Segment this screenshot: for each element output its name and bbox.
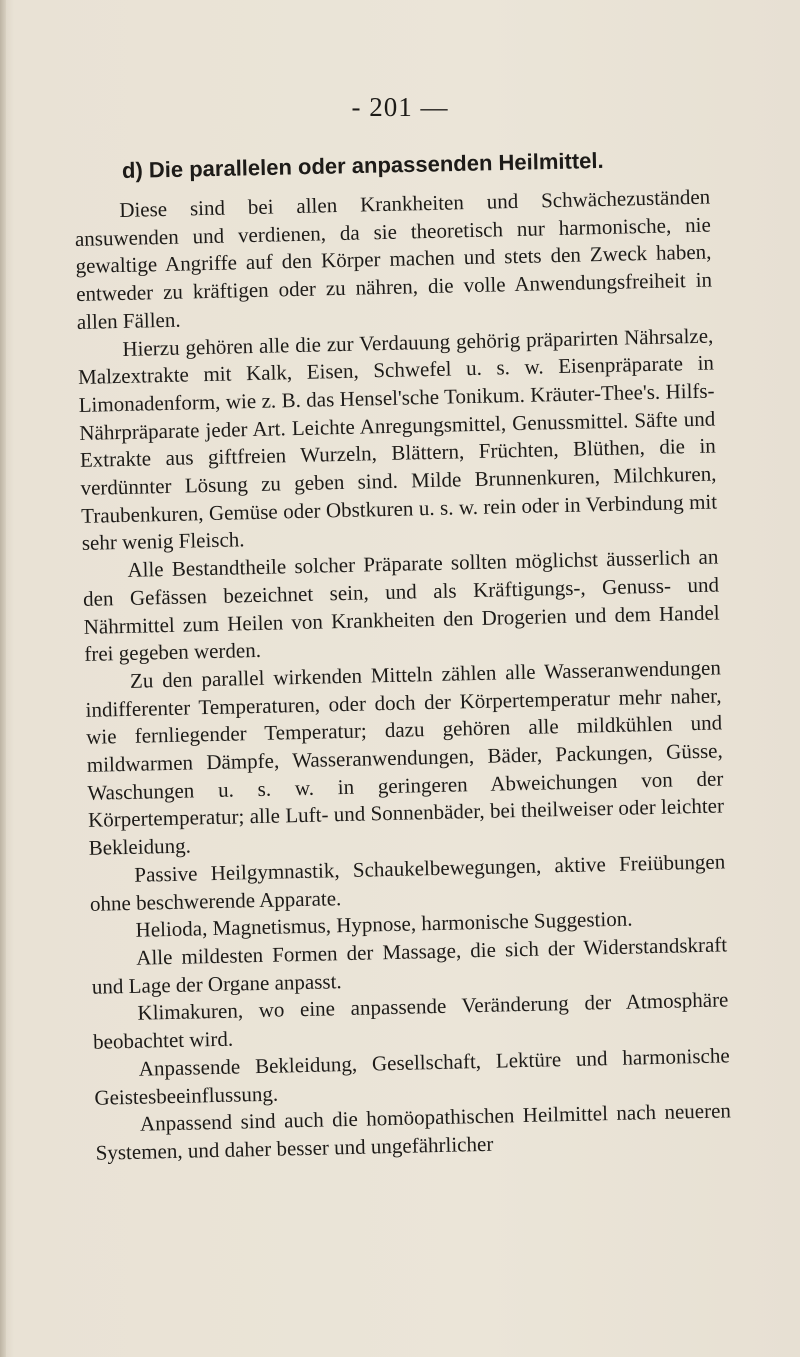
paragraph: Anpassend sind auch die homöopathischen Heilmittel nach neueren Systemen, und daher besser und ungefährlicher bbox=[95, 1098, 732, 1165]
paragraph: Alle mildesten Formen der Massage, die sich der Widerstandskraft und Lage der Organe anpasst. bbox=[91, 932, 728, 999]
paragraph: Zu den parallel wirkenden Mitteln zählen alle Wasseranwendungen indifferenter Temperaturen, oder doch der Körpertemperatur mehr naher, wie fernliegender Temperatur; dazu gehören alle mildkühlen und mildwarmen Dämpfe, Wasseranwendungen, Bäder, Packungen, Güsse, Waschungen u. s. w. in geringeren Abweichungen von der Körpertemperatur; alle Luft- und Sonnenbäder, bei theilweiser oder leichter Bekleidung. bbox=[85, 655, 725, 861]
page-edge bbox=[0, 0, 6, 1357]
section-heading: d) Die parallelen oder anpassenden Heilmittel. bbox=[121, 147, 604, 183]
body-text bbox=[74, 184, 732, 1168]
paragraph: Helioda, Magnetismus, Hypnose, harmonische Suggestion. bbox=[135, 906, 633, 943]
paragraph: Diese sind bei allen Krankheiten und Schwächezuständen ansuwenden und verdienen, da sie theoretisch nur harmonische, nie gewaltige Angriffe auf den Körper machen und stets den Zweck haben, entweder zu kräftigen oder zu nähren, die volle Anwendungsfreiheit in allen Fällen. bbox=[74, 184, 713, 334]
page-number: - 201 — bbox=[351, 92, 449, 122]
paragraph: Alle Bestandtheile solcher Präparate sollten möglichst äusserlich an den Gefässen bezeichnet sein, und als Kräftigungs-, Genuss- und Nährmittel zum Heilen von Krankheiten den Drogerien und dem Handel frei gegeben werden. bbox=[82, 544, 720, 667]
paragraph: Passive Heilgymnastik, Schaukelbewegungen, aktive Freiübungen ohne beschwerende Apparate. bbox=[89, 849, 726, 916]
paragraph: Klimakuren, wo eine anpassende Veränderung der Atmosphäre beobachtet wird. bbox=[92, 987, 729, 1054]
paragraph: Anpassende Bekleidung, Gesellschaft, Lektüre und harmonische Geistesbeeinflussung. bbox=[94, 1043, 730, 1110]
paragraph: Hierzu gehören alle die zur Verdauung gehörig präparirten Nährsalze, Malzextrakte mit Kalk, Eisen, Schwefel u. s. w. Eisenpräparate in Limonadenform, wie z. B. das Hensel'sche Tonikum. Kräuter-Thee's. Hilfs-Nährpräparate jeder Art. Leichte Anregungsmittel, Genussmittel. Säfte und Extrakte aus giftfreien Wurzeln, Blättern, Früchten, Blüthen, die in verdünnter Lösung zu geben sind. Milde Brunnenkuren, Milchkuren, Traubenkuren, Gemüse oder Obstkuren u. s. w. rein oder in Verbindung mit sehr wenig Fleisch. bbox=[77, 323, 718, 556]
